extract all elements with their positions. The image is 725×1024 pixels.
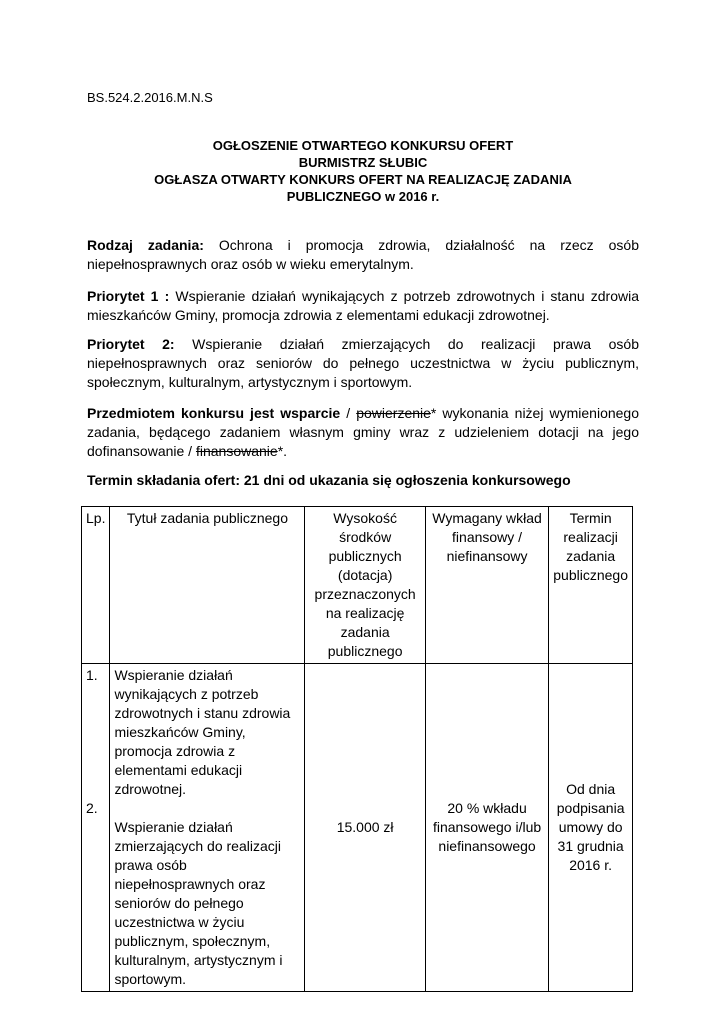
priority-2-paragraph — [87, 335, 639, 392]
task-type-text: Ochrona i promocja zdrowia, działalność na rzecz osób niepełnosprawnych oraz osób w wieku emerytalnym. — [87, 237, 640, 272]
document-reference: BS.524.2.2016.M.N.S — [87, 90, 213, 105]
subject-text-1: * wykonania niżej wymienionego zadania, będącego zadaniem własnym gminy wraz z udzieleniem dotacji na jego dofinansowanie / — [87, 405, 640, 459]
lp-1: 1. — [86, 667, 98, 683]
title-line-3: OGŁASZA OTWARTY KONKURS OFERT NA REALIZACJĘ ZADANIA — [154, 172, 572, 187]
document-title — [87, 137, 639, 205]
row-lp-cell — [82, 664, 110, 992]
row-implementation-term: Od dnia podpisania umowy do 31 grudnia 2016 r. — [549, 664, 633, 992]
header-required-contribution: Wymagany wkład finansowy / niefinansowy — [425, 507, 548, 664]
subject-text-2: *. — [277, 443, 288, 459]
task-type-paragraph — [87, 236, 639, 274]
table-row — [82, 664, 633, 992]
header-lp: Lp. — [82, 507, 110, 664]
priority-2-text: Wspieranie działań zmierzających do realizacji prawa osób niepełnosprawnych oraz seniorów do pełnego uczestnictwa w życiu publicznym, społecznym, kulturalnym, artystycznym i sportowym. — [87, 336, 639, 390]
task-type-label: Rodzaj zadania: — [87, 237, 204, 253]
priority-1-paragraph — [87, 287, 639, 325]
subject-label: Przedmiotem konkursu jest wsparcie — [87, 405, 341, 421]
subject-paragraph — [87, 404, 639, 461]
priority-1-text: Wspieranie działań wynikających z potrzeb zdrowotnych i stanu zdrowia mieszkańców Gminy, promocja zdrowia z elementami edukacji zdrowotnej. — [87, 288, 640, 323]
tasks-table — [81, 506, 633, 992]
table-header-row — [82, 507, 633, 664]
header-public-funds: Wysokość środków publicznych (dotacja) przeznaczonych na realizację zadania publicznego — [305, 507, 425, 664]
task-2-title: Wspieranie działań zmierzających do realizacji prawa osób niepełnosprawnych oraz seniorów do pełnego uczestnictwa w życiu publicznym, społecznym, kulturalnym, artystycznym i sportowym. — [114, 819, 283, 987]
row-public-funds: 15.000 zł — [305, 664, 425, 992]
title-line-1: OGŁOSZENIE OTWARTEGO KONKURSU OFERT — [212, 138, 514, 153]
header-task-title: Tytuł zadania publicznego — [110, 507, 305, 664]
lp-2: 2. — [86, 800, 98, 816]
title-line-2: BURMISTRZ SŁUBIC — [298, 155, 428, 170]
offer-deadline: Termin składania ofert: 21 dni od ukazania się ogłoszenia konkursowego — [87, 472, 571, 488]
task-1-title: Wspieranie działań wynikających z potrzeb zdrowotnych i stanu zdrowia mieszkańców Gminy, promocja zdrowia z elementami edukacji zdrowotnej. — [114, 667, 291, 797]
row-required-contribution: 20 % wkładu finansowego i/lub niefinansowego — [425, 664, 548, 992]
subject-struck-word-2: finansowanie — [195, 443, 278, 459]
priority-1-label: Priorytet 1 : — [87, 288, 170, 304]
subject-separator: / — [340, 405, 357, 421]
priority-2-label: Priorytet 2: — [87, 336, 175, 352]
title-line-4: PUBLICZNEGO w 2016 r. — [286, 189, 440, 204]
header-implementation-term: Termin realizacji zadania publicznego — [549, 507, 633, 664]
subject-struck-word-1: powierzenie — [356, 405, 431, 421]
row-task-cell — [110, 664, 305, 992]
